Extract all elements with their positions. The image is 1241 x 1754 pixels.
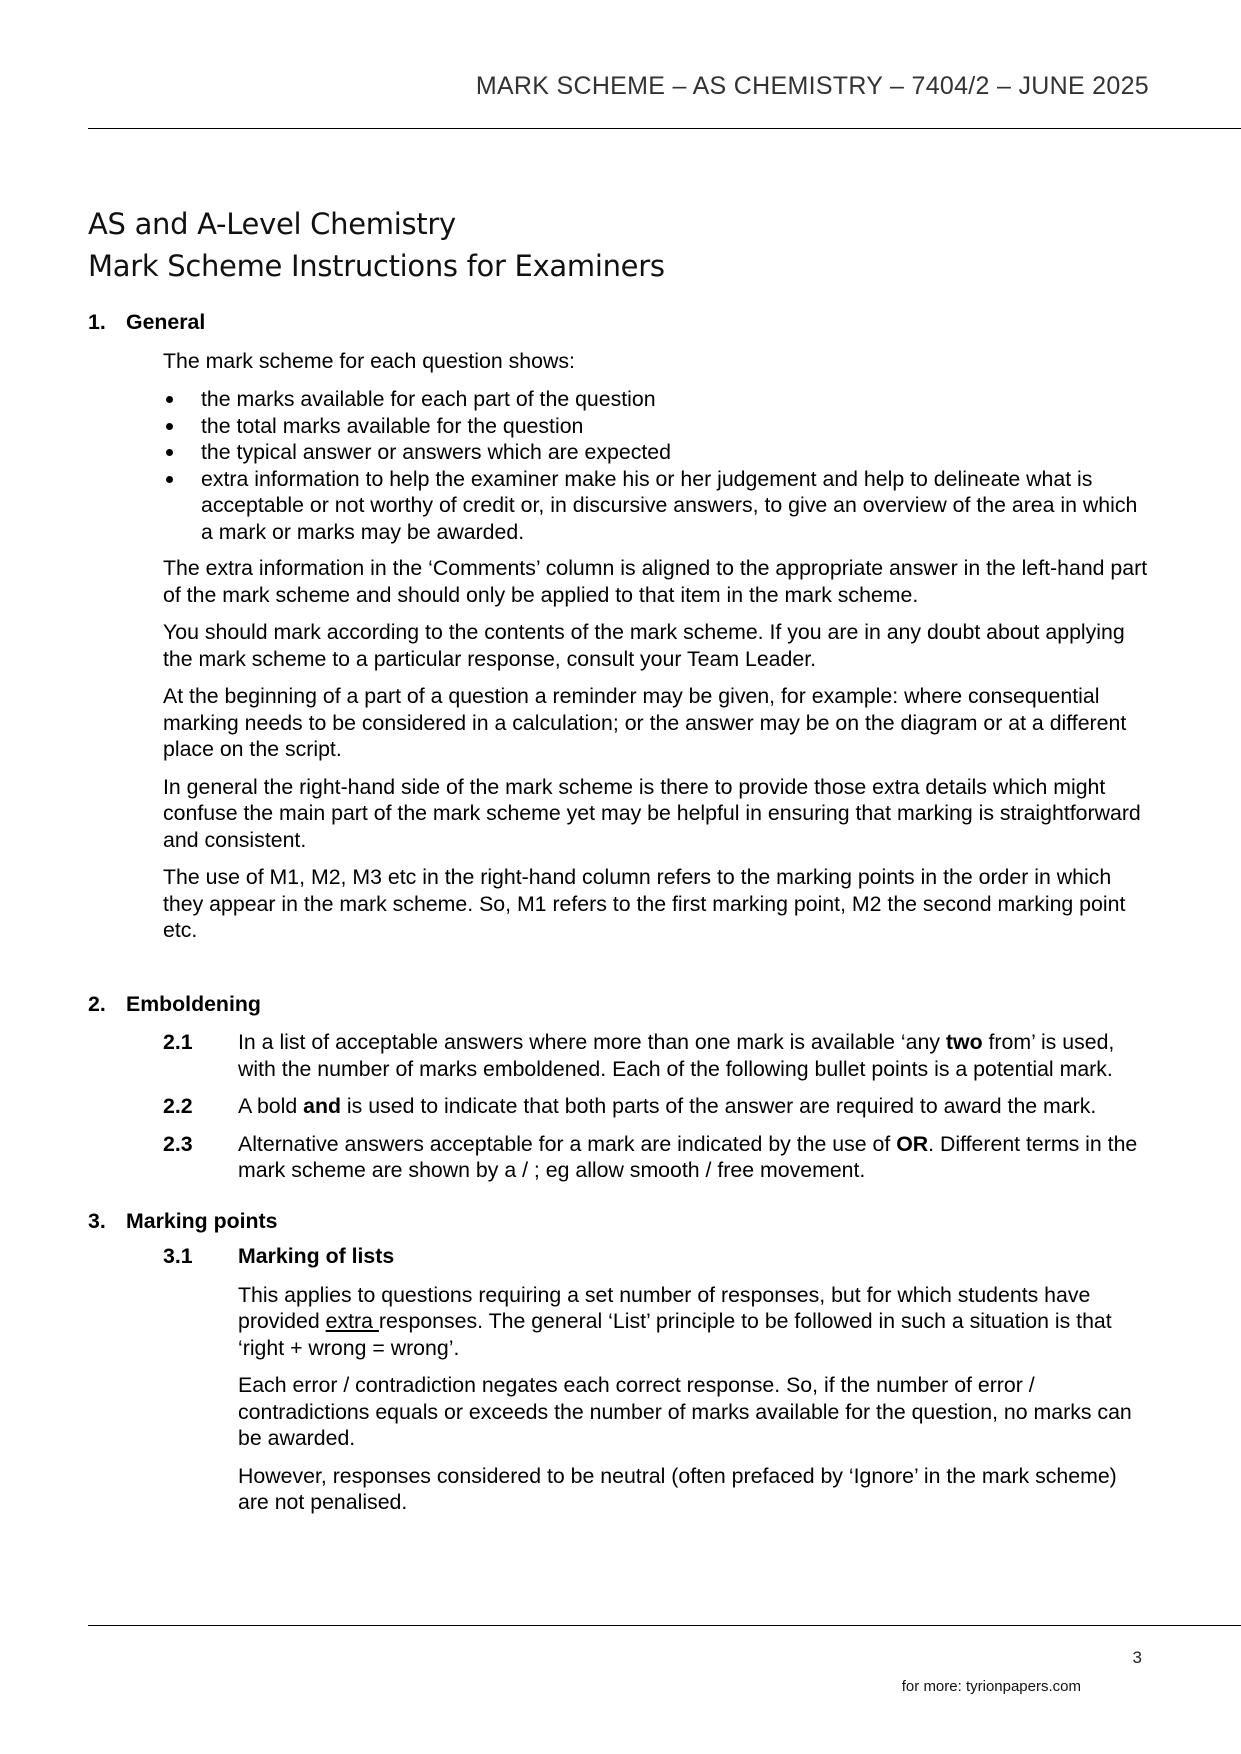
subsection-heading-3-1 [163, 1243, 1148, 1270]
section-number: 3. [88, 1208, 106, 1233]
list-item [163, 413, 1148, 440]
section-heading-general [88, 309, 1148, 336]
section-number: 2. [88, 991, 106, 1016]
subsection-2-1 [163, 1029, 1148, 1082]
bullet-list [163, 386, 1148, 545]
subsection-number: 2.1 [163, 1030, 193, 1054]
list-item-text: the marks available for each part of the question [201, 387, 656, 411]
document-title [88, 203, 665, 287]
section-number: 1. [88, 310, 106, 334]
paragraph: You should mark according to the contents of the mark scheme. If you are in any doubt about applying the mark scheme to a particular response, consult your Team Leader. [163, 620, 1125, 671]
document-body [88, 309, 1148, 1516]
section-title: General [126, 310, 206, 334]
paragraph: However, responses considered to be neutral (often prefaced by ‘Ignore’ in the mark scheme) are not penalised. [238, 1463, 1117, 1514]
paragraph: In general the right-hand side of the mark scheme is there to provide those extra details which might confuse the main part of the mark scheme yet may be helpful in ensuring that marking is straightforward and consistent. [163, 774, 1141, 852]
subsection-title: Marking of lists [238, 1244, 395, 1268]
section-heading-emboldening [88, 991, 1148, 1018]
bullet-icon [163, 386, 201, 413]
paragraph: The extra information in the ‘Comments’ column is aligned to the appropriate answer in the left-hand part of the mark scheme and should only be applied to that item in the mark scheme. [163, 556, 1148, 607]
subsection-text: Alternative answers acceptable for a mark are indicated by the use of OR. Different terms in the mark scheme are shown by a / ; eg allow smooth / free movement. [238, 1131, 1138, 1182]
paragraph: Each error / contradiction negates each correct response. So, if the number of error / contradictions equals or exceeds the number of marks available for the question, no marks can be awarded. [238, 1373, 1132, 1450]
subsection-2-3 [163, 1131, 1148, 1184]
footer-divider [88, 1625, 1241, 1626]
list-item-text: the typical answer or answers which are expected [201, 440, 671, 464]
subsection-text: A bold and is used to indicate that both parts of the answer are required to award the mark. [238, 1094, 1097, 1118]
subsection-number: 2.3 [163, 1131, 193, 1156]
title-line-1: AS and A-Level Chemistry [88, 207, 456, 241]
list-item-text: extra information to help the examiner make his or her judgement and help to delineate what is acceptable or not worthy of credit or, in discursive answers, to give an overview of the area in which a mark or marks may be awarded. [201, 466, 1138, 544]
subsection-number: 3.1 [163, 1244, 193, 1268]
bullet-icon [163, 439, 201, 466]
paragraph: The use of M1, M2, M3 etc in the right-hand column refers to the marking points in the order in which they appear in the mark scheme. So, M1 refers to the first marking point, M2 the second marking point etc. [163, 865, 1126, 942]
page-number: 3 [1132, 1648, 1142, 1667]
bullet-icon [163, 413, 201, 440]
subsection-2-2 [163, 1093, 1148, 1120]
title-line-2: Mark Scheme Instructions for Examiners [88, 249, 665, 283]
bullet-icon [163, 466, 201, 546]
running-header: MARK SCHEME – AS CHEMISTRY – 7404/2 – JUNE 2025 [475, 72, 1149, 100]
subsection-text: In a list of acceptable answers where more than one mark is available ‘any two from’ is used, with the number of marks emboldened. Each of the following bullet points is a potential mark. [238, 1030, 1115, 1081]
section-title: Marking points [126, 1208, 278, 1233]
header-divider [88, 128, 1241, 129]
section-title: Emboldening [126, 991, 261, 1016]
subsection-number: 2.2 [163, 1094, 193, 1118]
section-heading-marking-points [88, 1208, 1148, 1235]
list-item [163, 386, 1148, 413]
list-item-text: the total marks available for the question [201, 413, 584, 438]
footer-link[interactable]: for more: tyrionpapers.com [901, 1678, 1081, 1695]
section-intro: The mark scheme for each question shows: [163, 348, 575, 373]
list-item [163, 466, 1148, 546]
paragraph: This applies to questions requiring a set number of responses, but for which students have provided extra responses. The general ‘List’ principle to be followed in such a situation is that ‘right + wrong = wrong’. [238, 1282, 1112, 1360]
list-item [163, 439, 1148, 466]
paragraph: At the beginning of a part of a question a reminder may be given, for example: where consequential marking needs to be considered in a calculation; or the answer may be on the diagram or at a different place on the script. [163, 684, 1127, 761]
